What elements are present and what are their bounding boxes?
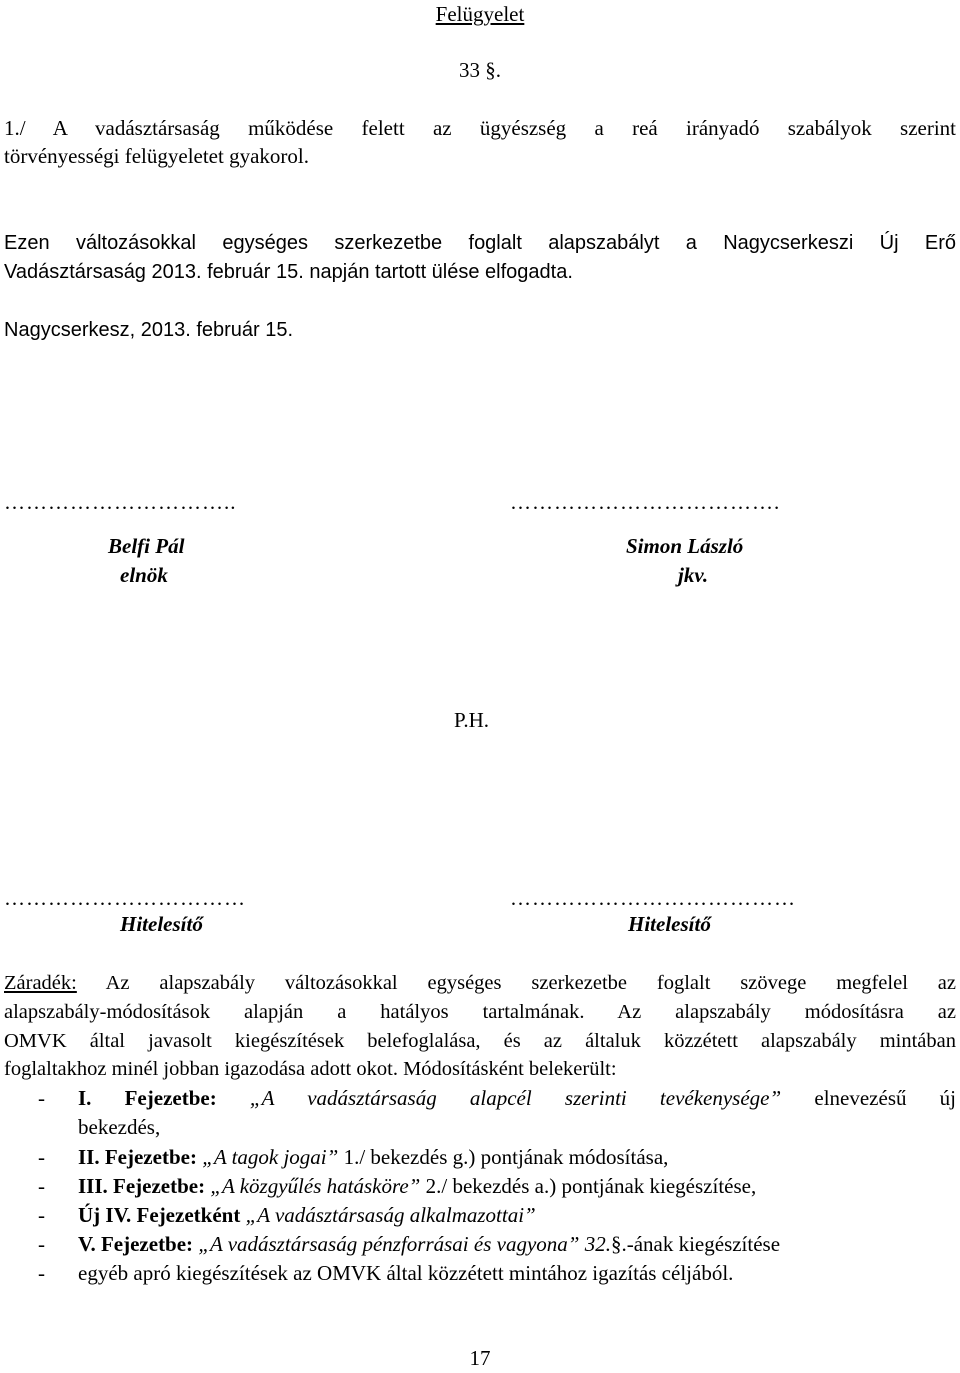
amendment-chapter: I. Fejezetbe: (78, 1086, 217, 1110)
list-dash: - (38, 1174, 45, 1198)
page-number: 17 (469, 1346, 491, 1370)
amendment-continuation: bekezdés, (78, 1115, 161, 1139)
clause-line3: OMVK által javasolt kiegészítések belefoglalása, és az általuk közzétett alapszabály mintában (4, 1030, 956, 1052)
amendment-chapter: Új IV. Fejezetként (78, 1203, 241, 1227)
amendment-line (78, 1259, 956, 1288)
place-date: Nagycserkesz, 2013. február 15. (4, 319, 294, 341)
authenticator-line-left: …………………………… (4, 886, 246, 910)
seal-placeholder: P.H. (454, 708, 490, 732)
adoption-line2: Vadásztársaság 2013. február 15. napján tartott ülése elfogadta. (4, 261, 573, 283)
amendment-chapter: V. Fejezetbe: (78, 1232, 194, 1256)
amendment-title: „A vadásztársaság alkalmazottai” (245, 1203, 536, 1227)
amendment-title: „A vadásztársaság pénzforrásai és vagyona” 32. (198, 1232, 611, 1256)
amendment-line (78, 1201, 956, 1230)
authenticator-right: Hitelesítő (628, 912, 711, 936)
item1-line1: 1./ A vadásztársaság működése felett az ügyészség a reá irányadó szabályok szerint (4, 116, 956, 140)
amendment-description: egyéb apró kiegészítések az OMVK által közzétett mintához igazítás céljából. (78, 1261, 734, 1285)
signature-line-right: ………………………………. (510, 490, 781, 514)
amendment-title: „A tagok jogai” (202, 1145, 339, 1169)
signature-line-left: ………………………….. (4, 490, 237, 514)
item1-line2: törvényességi felügyeletet gyakorol. (4, 144, 309, 168)
amendment-description: 2./ bekezdés a.) pontjának kiegészítése, (425, 1174, 757, 1198)
amendment-description: §.-ának kiegészítése (610, 1232, 781, 1256)
signer-right-role: jkv. (678, 563, 709, 587)
signer-left-role: elnök (120, 563, 168, 587)
authenticator-line-right: ………………………………… (510, 886, 796, 910)
list-dash: - (38, 1261, 45, 1285)
adoption-line1: Ezen változásokkal egységes szerkezetbe foglalt alapszabályt a Nagycserkeszi Új Erő (4, 232, 956, 254)
authenticator-left: Hitelesítő (120, 912, 203, 936)
clause-line1 (4, 969, 956, 998)
clause-line1-text: Az alapszabály változásokkal egységes szerkezetbe foglalt szövege megfelel az (105, 972, 956, 994)
signer-right-name: Simon László (626, 534, 744, 558)
clause-label: Záradék: (4, 972, 77, 994)
list-dash: - (38, 1203, 45, 1227)
amendment-line (78, 1143, 956, 1172)
amendment-line (78, 1084, 956, 1113)
list-dash: - (38, 1232, 45, 1256)
amendment-chapter: III. Fejezetbe: (78, 1174, 206, 1198)
signer-left-name: Belfi Pál (108, 534, 185, 558)
clause-line4: foglaltakhoz minél jobban igazodása adott okot. Módosításként belekerült: (4, 1058, 617, 1080)
clause-line2: alapszabály-módosítások alapján a hatályos tartalmának. Az alapszabály módosításra az (4, 1001, 956, 1023)
amendment-description: elnevezésű új (814, 1086, 957, 1110)
paragraph-number: 33 §. (459, 58, 501, 82)
amendment-chapter: II. Fejezetbe: (78, 1145, 197, 1169)
list-dash: - (38, 1145, 45, 1169)
amendment-line (78, 1172, 956, 1201)
amendment-title: „A közgyűlés hatásköre” (210, 1174, 421, 1198)
list-dash: - (38, 1086, 45, 1110)
amendment-line (78, 1230, 956, 1259)
amendment-title: „A vadásztársaság alapcél szerinti tevékenysége” (249, 1086, 782, 1110)
section-title: Felügyelet (435, 2, 525, 26)
amendment-description: 1./ bekezdés g.) pontjának módosítása, (343, 1145, 669, 1169)
